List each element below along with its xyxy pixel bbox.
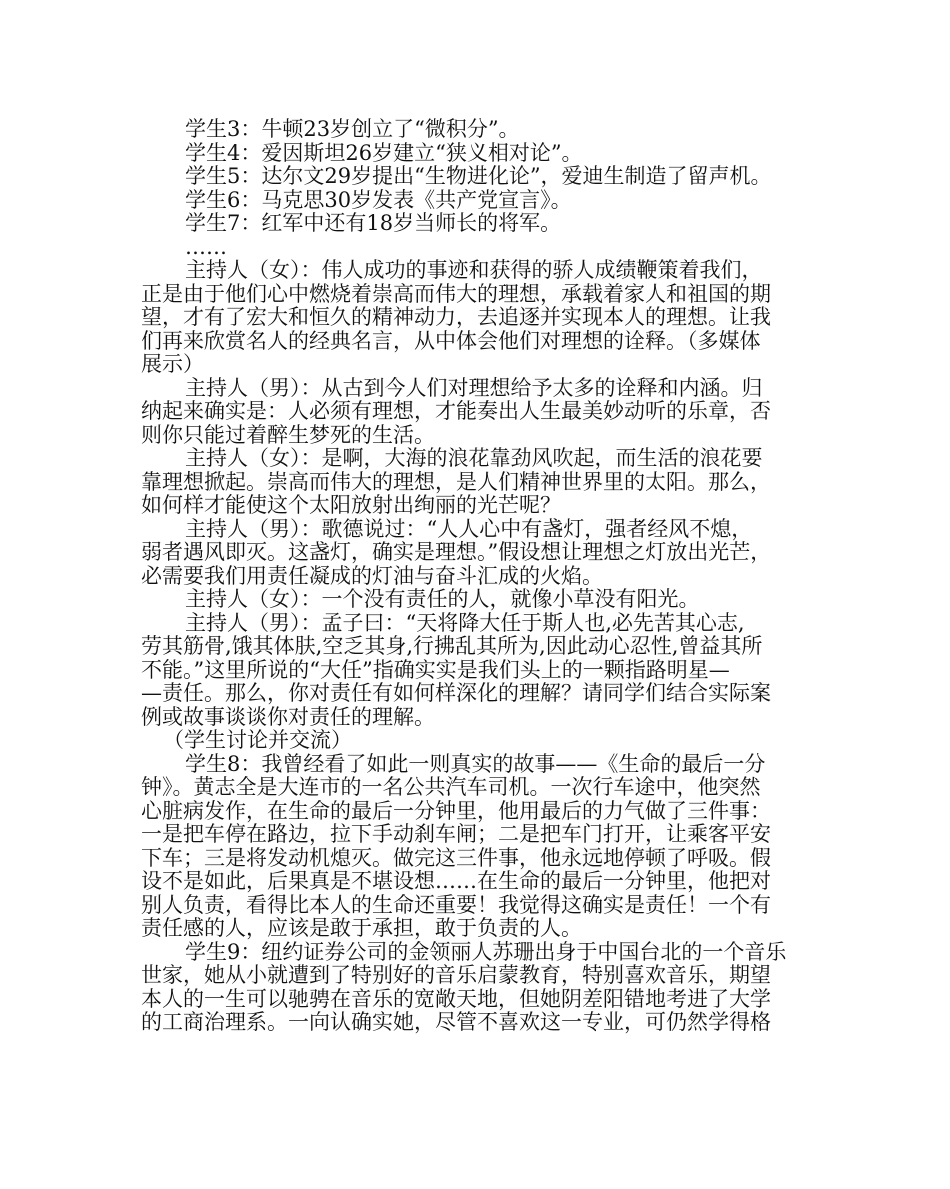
paragraph-line: （学生讨论并交流） — [163, 728, 352, 752]
paragraph-line: 心脏病发作，在生命的最后一分钟里，他用最后的力气做了三件事： — [141, 798, 771, 823]
paragraph-line: 主持人（男）：孟子曰：“天将降大任于斯人也,必先苦其心志, — [185, 610, 745, 635]
paragraph-host-male-1 — [141, 377, 821, 448]
paragraph-line: 主持人（男）：从古到今人们对理想给予太多的诠释和内涵。归 — [185, 375, 763, 400]
student-line-6: 学生6：马克思30岁发表《共产党宣言》。 — [185, 187, 572, 212]
paragraph-line: 正是由于他们心中燃烧着崇高而伟大的理想，承载着家人和祖国的期 — [141, 281, 771, 306]
paragraph-line: 则你只能过着醉生梦死的生活。 — [141, 422, 435, 447]
paragraph-line: —责任。那么，你对责任有如何样深化的理解？请同学们结合实际案 — [141, 681, 771, 705]
paragraph-line: 主持人（男）：歌德说过：“人人心中有盏灯，强者经风不熄， — [185, 516, 753, 541]
paragraph-line: 例或故事谈谈你对责任的理解。 — [141, 704, 435, 729]
paragraph-line: 劳其筋骨,饿其体肤,空乏其身,行拂乱其所为,因此动心忍性,曾益其所 — [141, 634, 763, 658]
paragraph-line: 下车；三是将发动机熄灭。做完这三件事，他永远地停顿了呼吸。假 — [141, 845, 771, 870]
paragraph-host-male-2 — [141, 518, 821, 589]
student-list — [141, 118, 821, 259]
paragraph-line: 如何样才能使这个太阳放射出绚丽的光芒呢？ — [141, 493, 561, 517]
paragraph-line: 钟》。黄志全是大连市的一名公共汽车司机。一次行车途中，他突然 — [141, 775, 761, 799]
paragraph-discussion-note — [141, 729, 821, 753]
paragraph-line: 的工商治理系。一向认确实她，尽管不喜欢这一专业，可仍然学得格 — [141, 1010, 771, 1034]
paragraph-line: 必需要我们用责任凝成的灯油与奋斗汇成的火焰。 — [141, 563, 603, 588]
paragraph-line: 学生9：纽约证券公司的金领丽人苏珊出身于中国台北的一个音乐 — [185, 939, 787, 964]
paragraph-line: 别人负责，看得比本人的生命还重要！我觉得这确实是责任！一个有 — [141, 892, 771, 917]
paragraph-line: 主持人（女）：是啊，大海的浪花靠劲风吹起，而生活的浪花要 — [185, 446, 763, 470]
student-line-3: 学生3：牛顿23岁创立了“微积分”。 — [185, 117, 520, 141]
student-line-7: 学生7：红军中还有18岁当师长的将军。 — [185, 211, 562, 235]
paragraph-host-female-1 — [141, 259, 821, 377]
paragraph-line: 们再来欣赏名人的经典名言，从中体会他们对理想的诠释。（多媒体 — [141, 328, 761, 353]
paragraph-line: 弱者遇风即灭。这盏灯，确实是理想。”假设想让理想之灯放出光芒， — [141, 540, 772, 564]
paragraph-student-8 — [141, 753, 821, 941]
paragraph-line: 不能。”这里所说的“大任”指确实实是我们头上的一颗指路明星— — [141, 657, 730, 682]
paragraph-student-9 — [141, 941, 821, 1035]
student-line-4: 学生4：爱因斯坦26岁建立“狭义相对论”。 — [185, 140, 583, 165]
document-body — [141, 118, 821, 1035]
paragraph-line: 主持人（女）：伟人成功的事迹和获得的骄人成绩鞭策着我们， — [185, 258, 763, 282]
paragraph-host-male-3 — [141, 612, 821, 730]
paragraph-line: 展示） — [141, 352, 204, 376]
paragraph-line: 一是把车停在路边，拉下手动刹车闸；二是把车门打开，让乘客平安 — [141, 822, 771, 846]
paragraph-line: 纳起来确实是：人必须有理想，才能奏出人生最美妙动听的乐章，否 — [141, 399, 771, 423]
paragraph-line: 本人的一生可以驰骋在音乐的宽敞天地，但她阴差阳错地考进了大学 — [141, 986, 771, 1011]
paragraph-host-female-2 — [141, 447, 821, 518]
paragraph-line: 靠理想掀起。崇高而伟大的理想，是人们精神世界里的太阳。那么， — [141, 469, 771, 494]
paragraph-line: 设不是如此，后果真是不堪设想……在生命的最后一分钟里，他把对 — [141, 869, 771, 893]
ellipsis-line: …… — [185, 234, 227, 259]
paragraph-line: 望，才有了宏大和恒久的精神动力，去追逐并实现本人的理想。让我 — [141, 305, 771, 329]
paragraph-host-female-3 — [141, 588, 821, 612]
paragraph-line: 学生8：我曾经看了如此一则真实的故事——《生命的最后一分 — [185, 751, 766, 776]
paragraph-line: 世家，她从小就遭到了特别好的音乐启蒙教育，特别喜欢音乐，期望 — [141, 963, 771, 987]
paragraph-line: 主持人（女）：一个没有责任的人，就像小草没有阳光。 — [185, 587, 700, 611]
paragraph-line: 责任感的人，应该是敢于承担，敢于负责的人。 — [141, 916, 582, 940]
student-line-5: 学生5：达尔文29岁提出“生物进化论”，爱迪生制造了留声机。 — [185, 164, 772, 188]
